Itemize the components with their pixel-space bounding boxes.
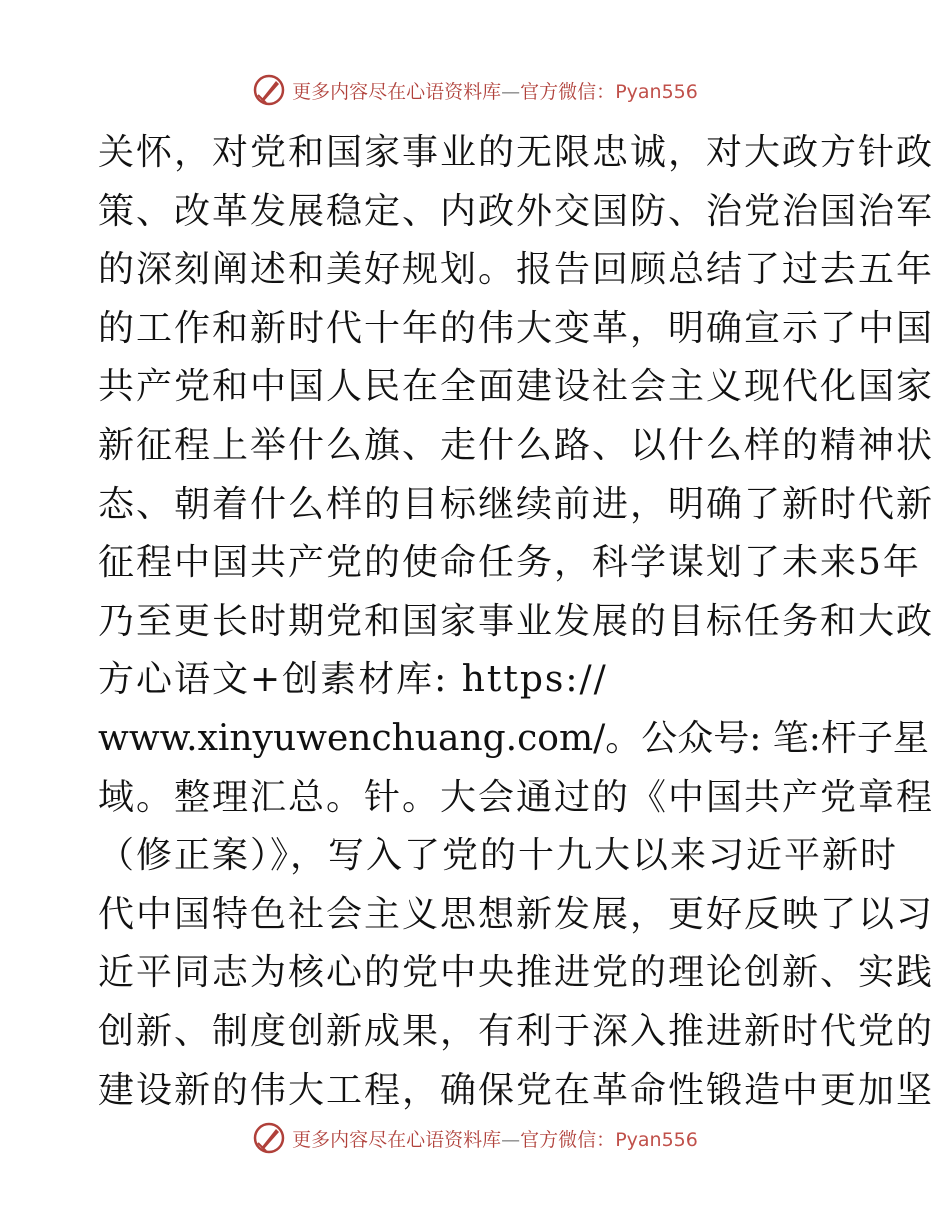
body-line: 创新、制度创新成果，有利于深入推进新时代党的 (98, 1010, 935, 1052)
body-line: 共产党和中国人民在全面建设社会主义现代化国家 (98, 366, 935, 408)
body-line: 方心语文+创素材库: https:// (98, 659, 608, 701)
header-wechat-label: 官方微信： (520, 80, 616, 103)
body-line: 态、朝着什么样的目标继续前进，明确了新时代新 (98, 483, 935, 525)
footer-brand: 更多内容尽在心语资料库 (292, 1128, 502, 1151)
header-wechat-id: Pyan556 (615, 80, 698, 103)
quill-pen-circle-icon (252, 1121, 286, 1155)
header-banner (0, 70, 950, 110)
body-line: 关怀，对党和国家事业的无限忠诚，对大政方针政 (98, 132, 935, 173)
footer-wechat-id: Pyan556 (615, 1128, 698, 1151)
body-line: www.xinyuwenchuang.com/。公众号: 笔:杆子星 (98, 717, 929, 759)
body-line: 征程中国共产党的使命任务，科学谋划了未来5年 (98, 542, 921, 584)
body-line: 代中国特色社会主义思想新发展，更好反映了以习 (98, 893, 935, 935)
footer-text (292, 1125, 698, 1152)
body-line: 建设新的伟大工程，确保党在革命性锻造中更加坚 (98, 1069, 935, 1111)
body-line: 的工作和新时代十年的伟大变革，明确宣示了中国 (98, 307, 935, 349)
quill-pen-circle-icon (252, 73, 286, 107)
footer-separator: — (501, 1128, 521, 1151)
header-text (292, 77, 698, 104)
footer-banner (0, 1118, 950, 1158)
body-line: （修正案）》，写入了党的十九大以来习近平新时 (98, 835, 899, 877)
body-line: 近平同志为核心的党中央推进党的理论创新、实践 (98, 952, 935, 994)
body-line: 的深刻阐述和美好规划。报告回顾总结了过去五年 (98, 249, 935, 291)
document-body (98, 124, 935, 1120)
header-separator: — (501, 80, 521, 103)
header-brand: 更多内容尽在心语资料库 (292, 80, 502, 103)
footer-wechat-label: 官方微信： (520, 1128, 616, 1151)
body-line: 域。整理汇总。针。大会通过的《中国共产党章程 (98, 776, 935, 818)
body-line: 策、改革发展稳定、内政外交国防、治党治国治军 (98, 190, 935, 232)
body-line: 乃至更长时期党和国家事业发展的目标任务和大政 (98, 600, 935, 642)
body-line: 新征程上举什么旗、走什么路、以什么样的精神状 (98, 424, 935, 466)
